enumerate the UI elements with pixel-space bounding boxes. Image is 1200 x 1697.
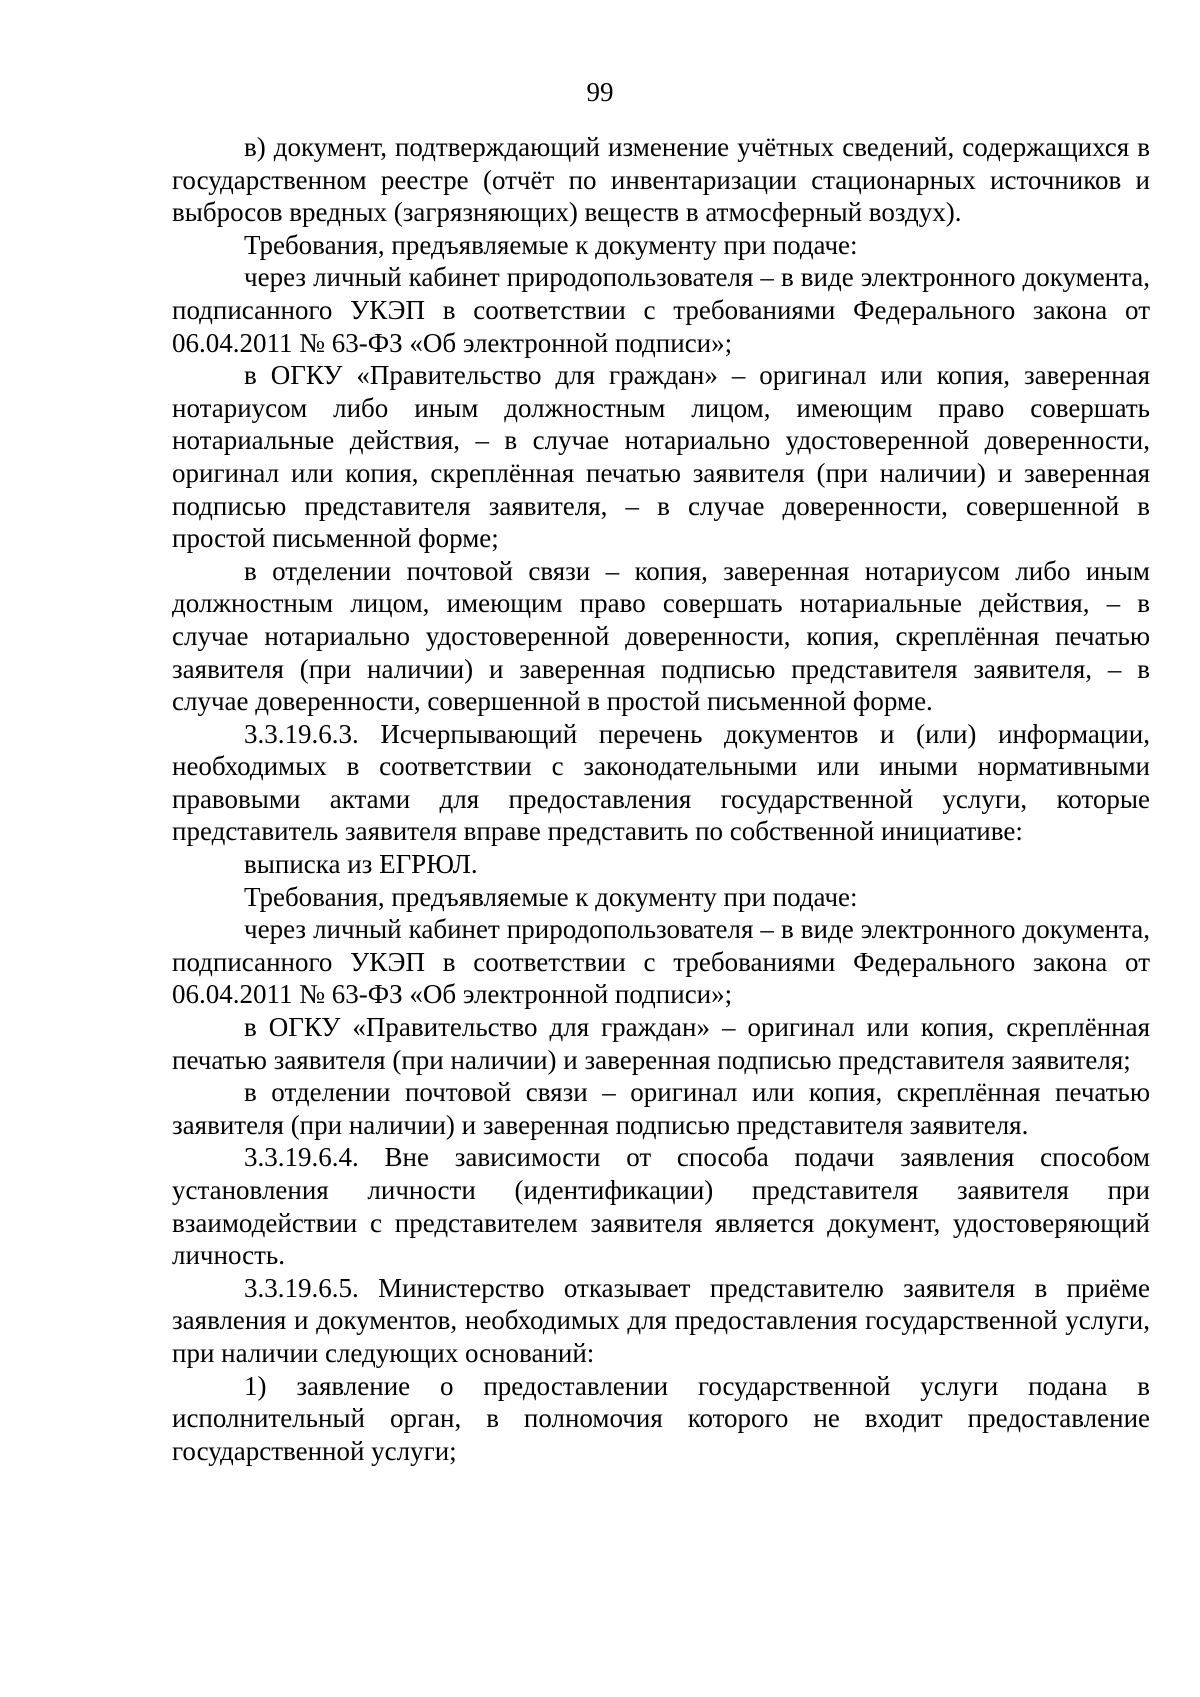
paragraph-egrul-extract: выписка из ЕГРЮЛ. <box>244 849 478 880</box>
page-number: 99 <box>586 77 614 107</box>
paragraph-section-3-3-19-6-4: 3.3.19.6.4. Вне зависимости от способа подачи заявления способом установления личности (идентификации) представителя заявителя при взаимодействии с представителем заявителя является документ, удостоверяющий личность. <box>172 1142 1150 1271</box>
paragraph-ogku-2: в ОГКУ «Правительство для граждан» – оригинал или копия, скреплённая печатью заявителя (при наличии) и заверенная подписью представителя заявителя; <box>172 1012 1150 1075</box>
paragraph-post-office: в отделении почтовой связи – копия, заверенная нотариусом либо иным должностным лицом, имеющим право совершать нотариальные действия, – в случае нотариально удостоверенной доверенности, копия, скреплённая печатью заявителя (при наличии) и заверенная подписью представителя заявителя, – в случае доверенности, совершенной в простой письменной форме. <box>172 555 1150 717</box>
paragraph-post-office-2: в отделении почтовой связи – оригинал или копия, скреплённая печатью заявителя (при наличии) и заверенная подписью представителя заявителя. <box>172 1077 1150 1140</box>
paragraph-item-v: в) документ, подтверждающий изменение учётных сведений, содержащихся в государственном реестре (отчёт по инвентаризации стационарных источников и выбросов вредных (загрязняющих) веществ в атмосферный воздух). <box>172 132 1150 228</box>
document-body <box>172 131 1150 1467</box>
paragraph-section-3-3-19-6-3: 3.3.19.6.3. Исчерпывающий перечень документов и (или) информации, необходимых в соответствии с законодательными или иными нормативными правовыми актами для предоставления государственной услуги, которые представитель заявителя вправе представить по собственной инициативе: <box>172 718 1150 847</box>
paragraph-ground-1: 1) заявление о предоставлении государственной услуги подана в исполнительный орган, в полномочия которого не входит предоставление государственной услуги; <box>172 1370 1150 1466</box>
paragraph-requirements-heading-2: Требования, предъявляемые к документу при подаче: <box>244 881 858 912</box>
paragraph-section-3-3-19-6-5: 3.3.19.6.5. Министерство отказывает представителю заявителя в приёме заявления и документов, необходимых для предоставления государственной услуги, при наличии следующих оснований: <box>172 1272 1150 1368</box>
paragraph-ogku: в ОГКУ «Правительство для граждан» – оригинал или копия, заверенная нотариусом либо иным должностным лицом, имеющим право совершать нотариальные действия, – в случае нотариально удостоверенной доверенности, оригинал или копия, скреплённая печатью заявителя (при наличии) и заверенная подписью представителя заявителя, – в случае доверенности, совершенной в простой письменной форме; <box>172 360 1150 554</box>
paragraph-requirements-heading: Требования, предъявляемые к документу при подаче: <box>244 229 858 260</box>
paragraph-personal-account-2: через личный кабинет природопользователя – в виде электронного документа, подписанного УКЭП в соответствии с требованиями Федерального закона от 06.04.2011 № 63-ФЗ «Об электронной подписи»; <box>172 914 1150 1010</box>
paragraph-personal-account: через личный кабинет природопользователя – в виде электронного документа, подписанного УКЭП в соответствии с требованиями Федерального закона от 06.04.2011 № 63-ФЗ «Об электронной подписи»; <box>172 262 1150 358</box>
